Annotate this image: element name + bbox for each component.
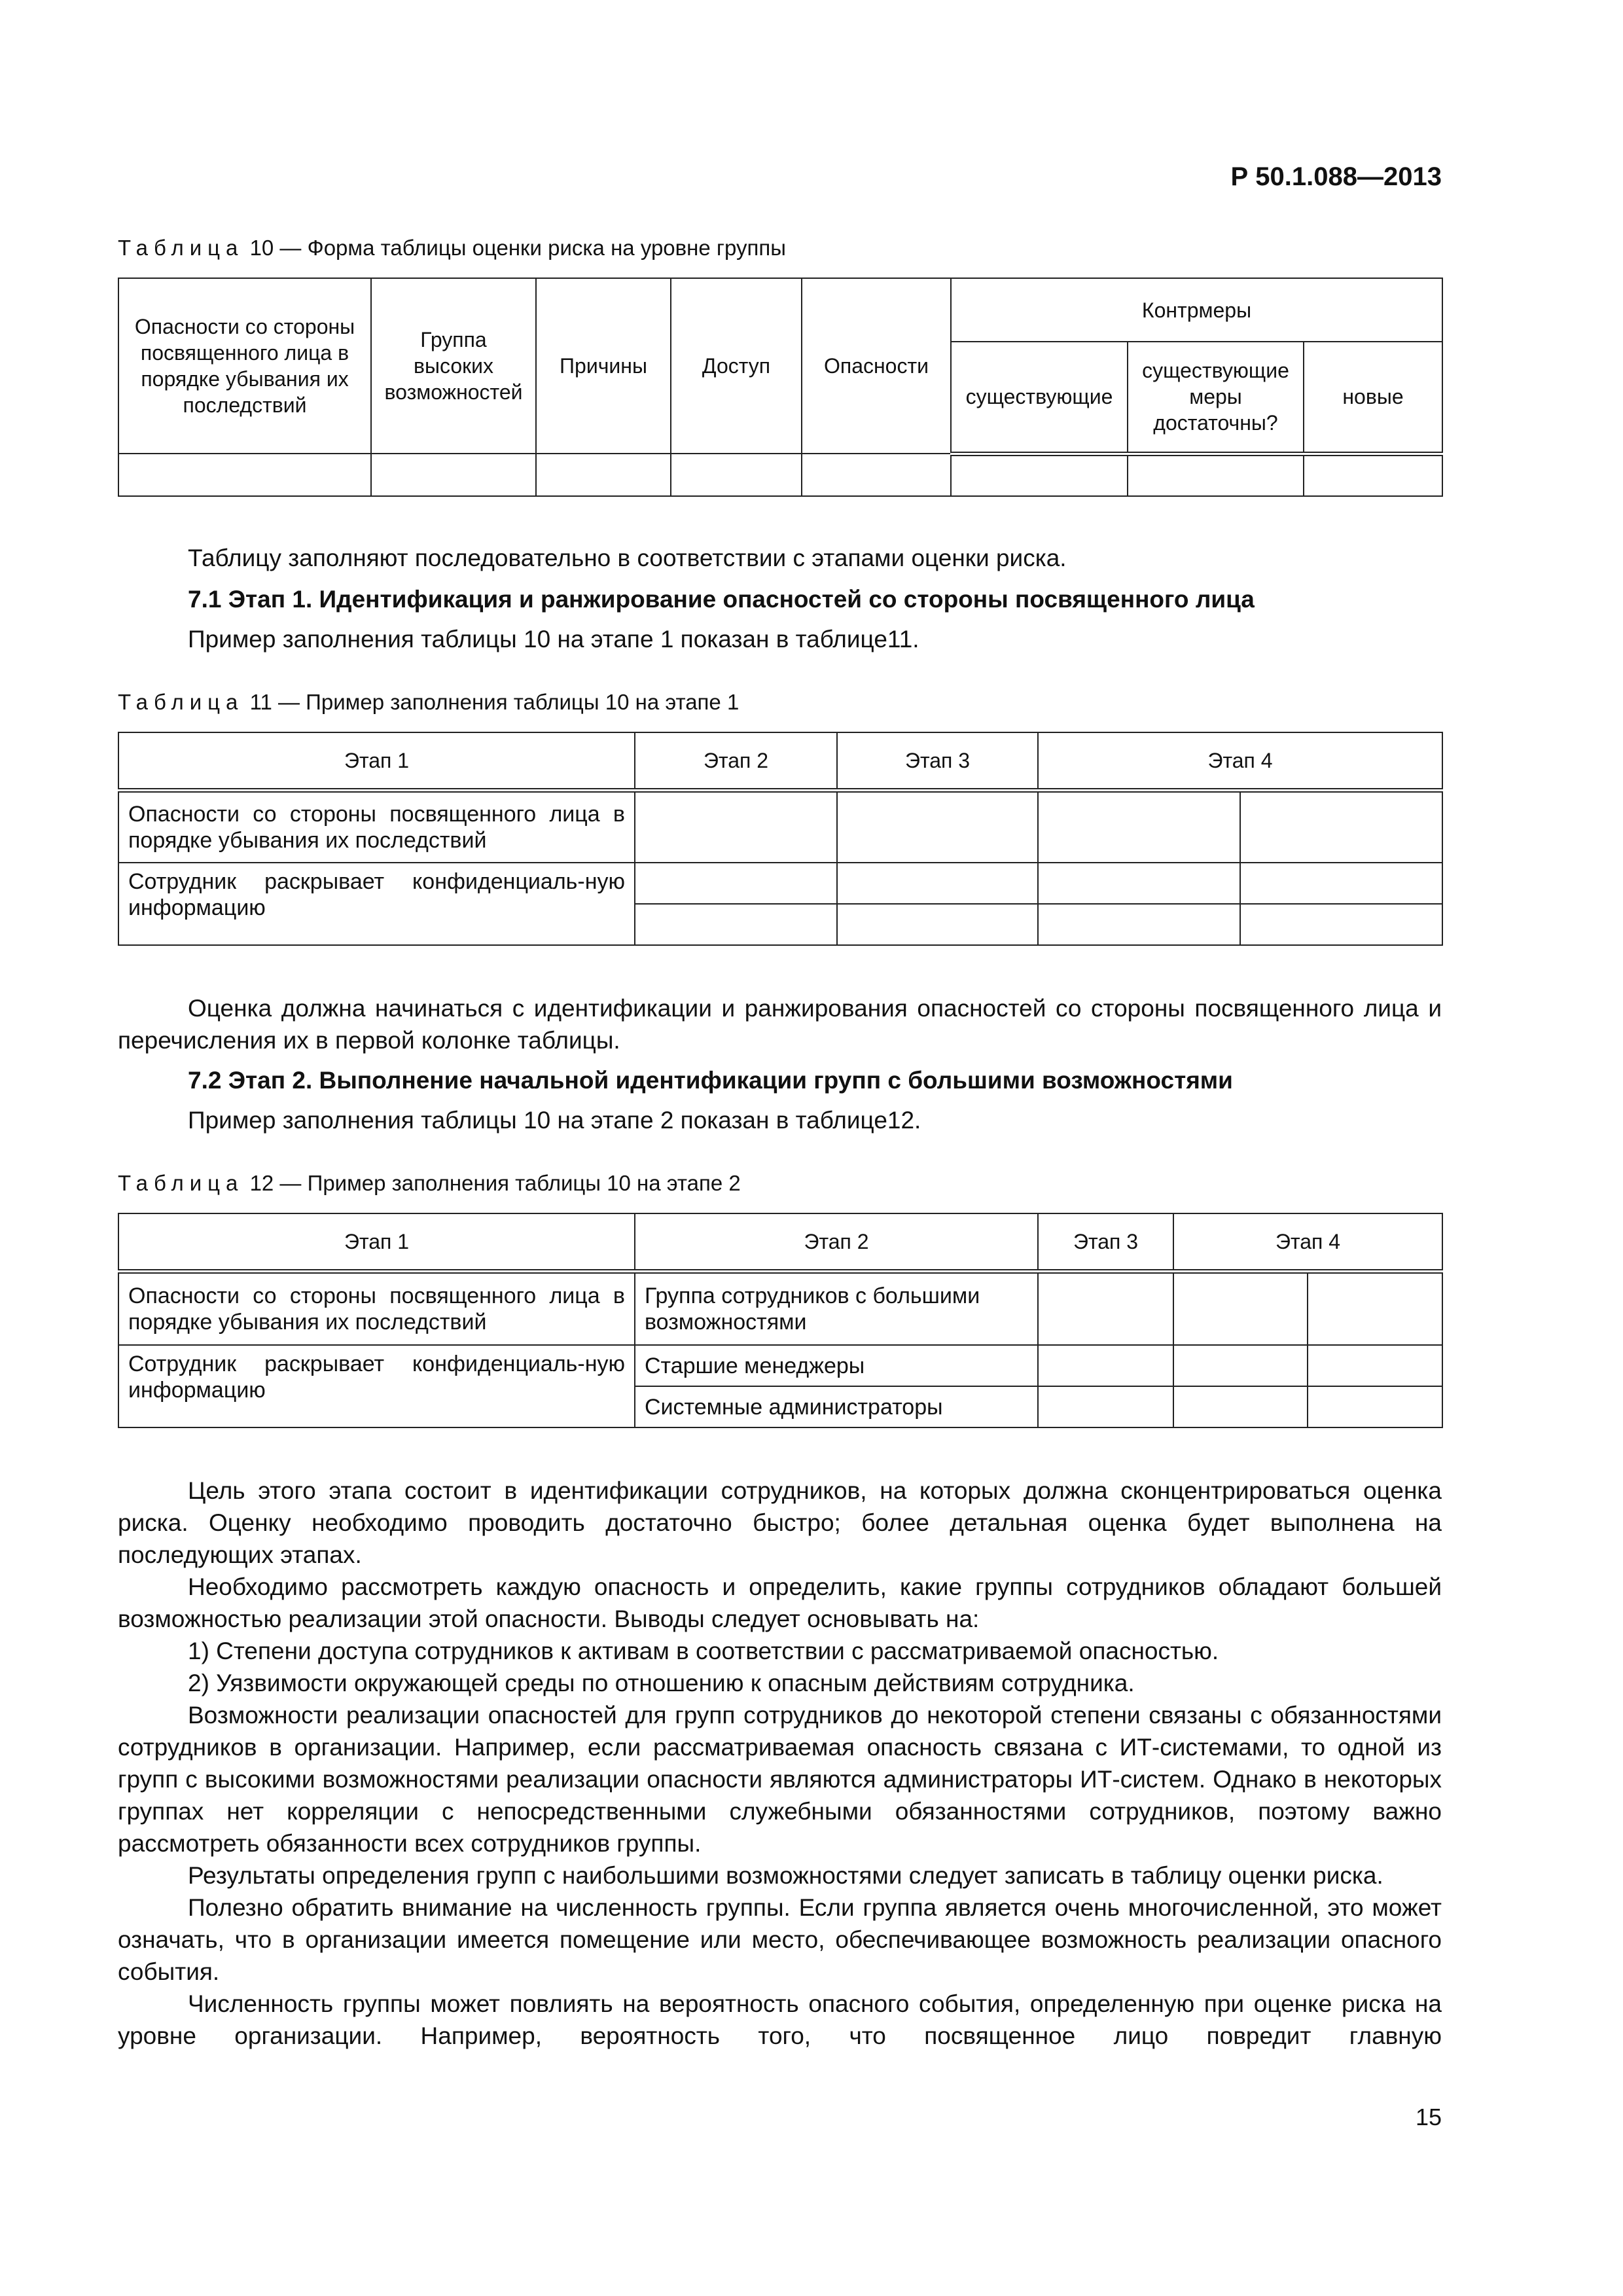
section-7-1-heading: 7.1 Этап 1. Идентификация и ранжирование опасностей со стороны посвященного лица [188,586,1255,613]
table-row [118,1345,1442,1386]
cell-stage1: Сотрудник раскрывает конфиденциаль-ную информацию [118,863,635,945]
document-number: Р 50.1.088—2013 [1230,162,1442,191]
header-hazards: Опасности [802,278,951,454]
table-row [118,454,1442,496]
cell-stage1: Опасности со стороны посвященного лица в порядке убывания их последствий [118,1271,635,1345]
header-stage4: Этап 4 [1173,1213,1442,1271]
paragraph: Необходимо рассмотреть каждую опасность и определить, какие группы сотрудников обладают большей возможностью реализации этой опасности. Выводы следует основывать на: [118,1573,1442,1632]
header-stage3: Этап 3 [1038,1213,1173,1271]
cell-stage1: Сотрудник раскрывает конфиденциаль-ную информацию [118,1345,635,1427]
caption-label: Таблица [118,1171,244,1195]
paragraph: Возможности реализации опасностей для групп сотрудников до некоторой степени связаны с обязанностями сотрудников в организации. Например, если рассматриваемая опасность связана с ИТ-системами, то одной из групп с высокими возможностями реализации опасности являются администраторы ИТ-систем. Однако в некоторых группах нет корреляции с непосредственными служебными обязанностями сотрудников, поэтому важно рассмотреть обязанности всех сотрудников группы. [118,1702,1442,1857]
table-row [118,1271,1442,1345]
cell-stage2: Группа сотрудников с большими возможностями [635,1271,1038,1345]
cell-stage2: Системные администраторы [635,1386,1038,1427]
section-7-2-text: Пример заполнения таблицы 10 на этапе 2 показан в таблице12. [188,1107,921,1134]
caption-text: 12 — Пример заполнения таблицы 10 на этапе 2 [249,1171,741,1195]
header-access: Доступ [671,278,802,454]
header-stage2: Этап 2 [635,1213,1038,1271]
header-new: новые [1304,342,1442,454]
section-7-2-heading: 7.2 Этап 2. Выполнение начальной идентификации групп с большими возможностями [188,1067,1233,1094]
cell-stage2: Старшие менеджеры [635,1345,1038,1386]
table12 [118,1213,1443,1428]
caption-label: Таблица [118,236,244,260]
table10-caption [118,236,786,260]
caption-text: 10 — Форма таблицы оценки риска на уровне группы [249,236,786,260]
section-7-1-text: Пример заполнения таблицы 10 на этапе 1 показан в таблице11. [188,626,919,653]
caption-text: 11 — Пример заполнения таблицы 10 на этапе 1 [249,690,740,714]
table11-caption [118,690,739,715]
intro-paragraph: Таблицу заполняют последовательно в соответствии с этапами оценки риска. [188,545,1067,571]
table11 [118,732,1443,946]
header-group: Группа высоких возможностей [371,278,536,454]
list-item: 1) Степени доступа сотрудников к активам в соответствии с рассматриваемой опасностью. [188,1638,1219,1664]
header-existing: существующие [951,342,1128,454]
body-text [118,1475,1442,2052]
paragraph: Численность группы может повлиять на вероятность опасного события, определенную при оценке риска на уровне организации. Например, вероятность того, что посвященное лицо повредит главную [118,1990,1442,2049]
caption-label: Таблица [118,690,244,714]
header-causes: Причины [536,278,671,454]
table10 [118,278,1443,497]
header-sufficient: существующие меры достаточны? [1128,342,1304,454]
paragraph: Результаты определения групп с наибольшими возможностями следует записать в таблицу оценки риска. [188,1862,1383,1889]
table12-caption [118,1171,741,1196]
list-item: 2) Уязвимости окружающей среды по отношению к опасным действиям сотрудника. [188,1670,1135,1696]
header-stage2: Этап 2 [635,732,837,790]
paragraph-after-table11: Оценка должна начинаться с идентификации и ранжирования опасностей со стороны посвященного лица и перечисления их в первой колонке таблицы. [118,995,1442,1054]
paragraph: Цель этого этапа состоит в идентификации сотрудников, на которых должна сконцентрироваться оценка риска. Оценку необходимо проводить достаточно быстро; более детальная оценка будет выполнена на последующих этапах. [118,1477,1442,1568]
header-stage3: Этап 3 [837,732,1038,790]
header-stage1: Этап 1 [118,1213,635,1271]
cell-stage1: Опасности со стороны посвященного лица в порядке убывания их последствий [118,790,635,863]
paragraph: Полезно обратить внимание на численность группы. Если группа является очень многочисленной, это может означать, что в организации имеется помещение или место, обеспечивающее возможность реализации опасного события. [118,1894,1442,1985]
table-row [118,863,1442,904]
header-threats: Опасности со стороны посвященного лица в порядке убывания их последствий [118,278,371,454]
page-number: 15 [1415,2104,1442,2130]
header-countermeasures: Контрмеры [951,278,1442,342]
header-stage1: Этап 1 [118,732,635,790]
header-stage4: Этап 4 [1038,732,1442,790]
table-row [118,790,1442,863]
